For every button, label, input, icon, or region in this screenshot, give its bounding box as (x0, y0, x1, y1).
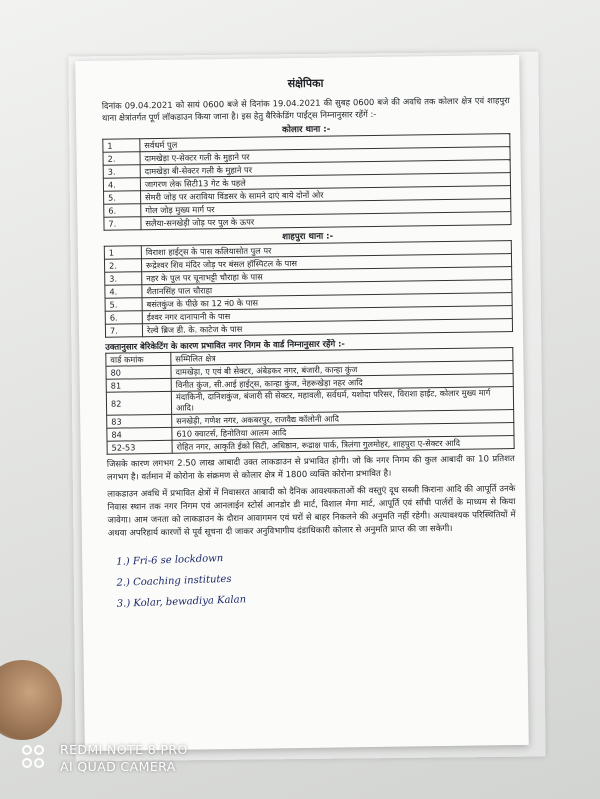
watermark-camera: AI QUAD CAMERA (60, 759, 176, 774)
kolar-point-row-text: सलैया-सनखेड़ी जोड़ पर पुल के ऊपर (141, 212, 511, 230)
ward-row-text: विनीत कुंज, सी.आई हाईट्स, कान्हा कुंज, नेहरूखेड़ा नहर आदि (171, 374, 513, 392)
document-page (75, 55, 529, 751)
kolar-points-table (102, 133, 511, 231)
kolar-point-row-text: जागरण लेक सिटी13 गेट के पहले (140, 173, 510, 191)
handwritten-line-1: 1.) Fri-6 se lockdown (116, 553, 224, 568)
kolar-point-row-text: गोल जोड़ मुख्य मार्ग पर (141, 199, 511, 217)
kolar-point-row-number: 4. (103, 178, 140, 192)
shahpura-point-row-text: नहर के पुल पर चूनाभट्टी चौराहा के पास (142, 267, 512, 285)
ward-row-number: 82 (106, 391, 171, 415)
ward-heading: उक्तानुसार बेरिकेटिंग के कारण प्रभावित नगर निगम के वार्ड निम्नानुसार रहेंगे :- (105, 338, 345, 352)
shahpura-point-row-number: 5. (105, 298, 142, 312)
handwritten-notes (108, 542, 517, 611)
ward-row-text: रोहित नगर, आकृति ईको सिटी, अधिष्ठान, रूद्राक्ष पार्क, त्रिलंगा गुलमोहर, शाहपुरा ए-सेक्टर आदि (172, 436, 514, 454)
shahpura-point-row-text: बसंतकुंज के पीछे का 12 नं0 के पास (142, 293, 512, 311)
ward-row-text: 610 क्वाटर्स, हिनोतिया आलम आदि (172, 423, 514, 441)
shahpura-point-row-number: 2. (104, 259, 141, 273)
kolar-point-row-number: 3. (103, 165, 140, 179)
shahpura-heading: शाहपुरा थाना :- (282, 231, 334, 243)
ward-row-text: दामखेड़ा, ए एवं बी सेक्टर, अंबेडकर नगर, बंजारी, कान्हा कुंज (171, 361, 513, 379)
ward-row-number: 80 (106, 365, 171, 379)
document-title: संक्षेपिका (287, 76, 324, 91)
shahpura-point-row-text: ईश्वर नगर दानापानी के पास (142, 306, 512, 324)
shahpura-point-row-number: 7. (105, 324, 142, 338)
ward-row-text: मंदाकिनी, दानिशकुंज, बंजारी सी सेक्टर, महावली, सर्वधर्म, यशोदा परिसर, विराशा हाईट, कोलार मुख्य मार्ग आदि। (171, 387, 513, 415)
ward-col-number: वार्ड कमांक (106, 352, 171, 366)
kolar-point-row-text: दामखेड़ा ए-सेक्टर गली के मुहाने पर (140, 147, 510, 165)
handwritten-line-3: 3.) Kolar, bewadiya Kalan (116, 594, 247, 610)
shahpura-point-row-text: शैतानसिंह पाल चौराहा (142, 280, 512, 298)
kolar-point-row-text: दामखेड़ा बी-सेक्टर गली के मुहाने पर (140, 160, 510, 178)
shahpura-point-row-number: 1 (104, 246, 141, 260)
shahpura-point-row-text: रेल्वे ब्रिज डी. के. काटेज के पास (142, 319, 512, 337)
kolar-point-row-number: 7. (104, 217, 141, 231)
ward-row-number: 83 (107, 414, 172, 428)
shahpura-point-row-text: रूद्रेश्वर शिव मंदिर जोड़ पर बंसल हॉस्पिटल के पास (141, 254, 511, 272)
kolar-point-row-number: 1 (103, 139, 140, 153)
ward-row-number: 81 (106, 378, 171, 392)
watermark-model: REDMI NOTE 8 PRO (60, 742, 188, 757)
document-intro: दिनांक 09.04.2021 को सायं 0600 बजे से दिनांक 19.04.2021 की सुबह 0600 बजे की अवधि तक कोलार क्षेत्र एवं शाहपुरा थाना क्षेत्रांतर्गत पूर्ण लॉकडाउन किया जाना है। इस हेतु बैरिकेडिंग पाईंट्स निम्नानुसार रहेंगें :- (101, 95, 510, 123)
kolar-point-row-number: 5. (104, 191, 141, 205)
kolar-point-row-text: सर्वधर्म पुल (140, 134, 510, 152)
shahpura-point-row-text: विराशा हाईट्स के पास कलियासोत पुल पर (141, 241, 511, 259)
ward-row-number: 52-53 (107, 440, 172, 454)
lockdown-paragraph: लाकडाउन अवधि में प्रभावित क्षेत्रों में निवासरत आबादी को दैनिक आवश्यकताओं की वस्तुएं दूध सब्जी किराना आदि की आपूर्ति उनके निवास स्थान तक नगर निगम एवं आनलाईन स्टोर्स आनडोर डी मार्ट, विशाल मेगा मार्ट, आपूर्ति एवं सॉंची पार्लरों के माध्यम से किया जावेगा। आम जनता को लाकडाउन के दौरान आवागमन एवं घरों से बाहर निकलने की अनुमति नहीं रहेगी। अत्यावश्यक परिस्थितियों में अथवा अपरिहार्य कारणों से पूर्व सूचना दी जाकर अनुविभागीय दंडाधिकारी कोलार से अनुमति प्राप्त की जा सकेगी। (107, 484, 516, 539)
ward-row-number: 84 (107, 427, 172, 441)
camera-logo-icon (22, 745, 52, 771)
ward-table (105, 347, 514, 455)
impact-paragraph: जिसके कारण लगभग 2.50 लाख आबादी उक्त लाकडाउन से प्रभावित होगी। जो कि नगर निगम की कुल आबादी का 10 प्रतिशत लगभग है। वर्तमान में कोरोना के संक्रमण से कोलार क्षेत्र में 1800 व्यक्ति कोरोना प्रभावित है। (106, 454, 515, 483)
shahpura-point-row-number: 3. (105, 272, 142, 286)
kolar-point-row-number: 6. (104, 204, 141, 218)
shahpura-point-row-number: 4. (105, 285, 142, 299)
shahpura-point-row-number: 6. (105, 311, 142, 325)
kolar-point-row-text: सेमरी जोड़ पर अराविया विंडसर के सामने दाएं बाये दोनों ओर (141, 186, 511, 204)
kolar-heading: कोलार थाना :- (282, 124, 331, 136)
shahpura-points-table (104, 240, 513, 338)
ward-row-text: सनखेड़ी, गणेश नगर, अकबरपुर, राजवैद्य कॉलोनी आदि (172, 410, 514, 428)
handwritten-line-2: 2.) Coaching institutes (116, 573, 232, 589)
kolar-point-row-number: 2. (103, 152, 140, 166)
ward-col-areas: सम्मिलित क्षेत्र (171, 348, 513, 366)
